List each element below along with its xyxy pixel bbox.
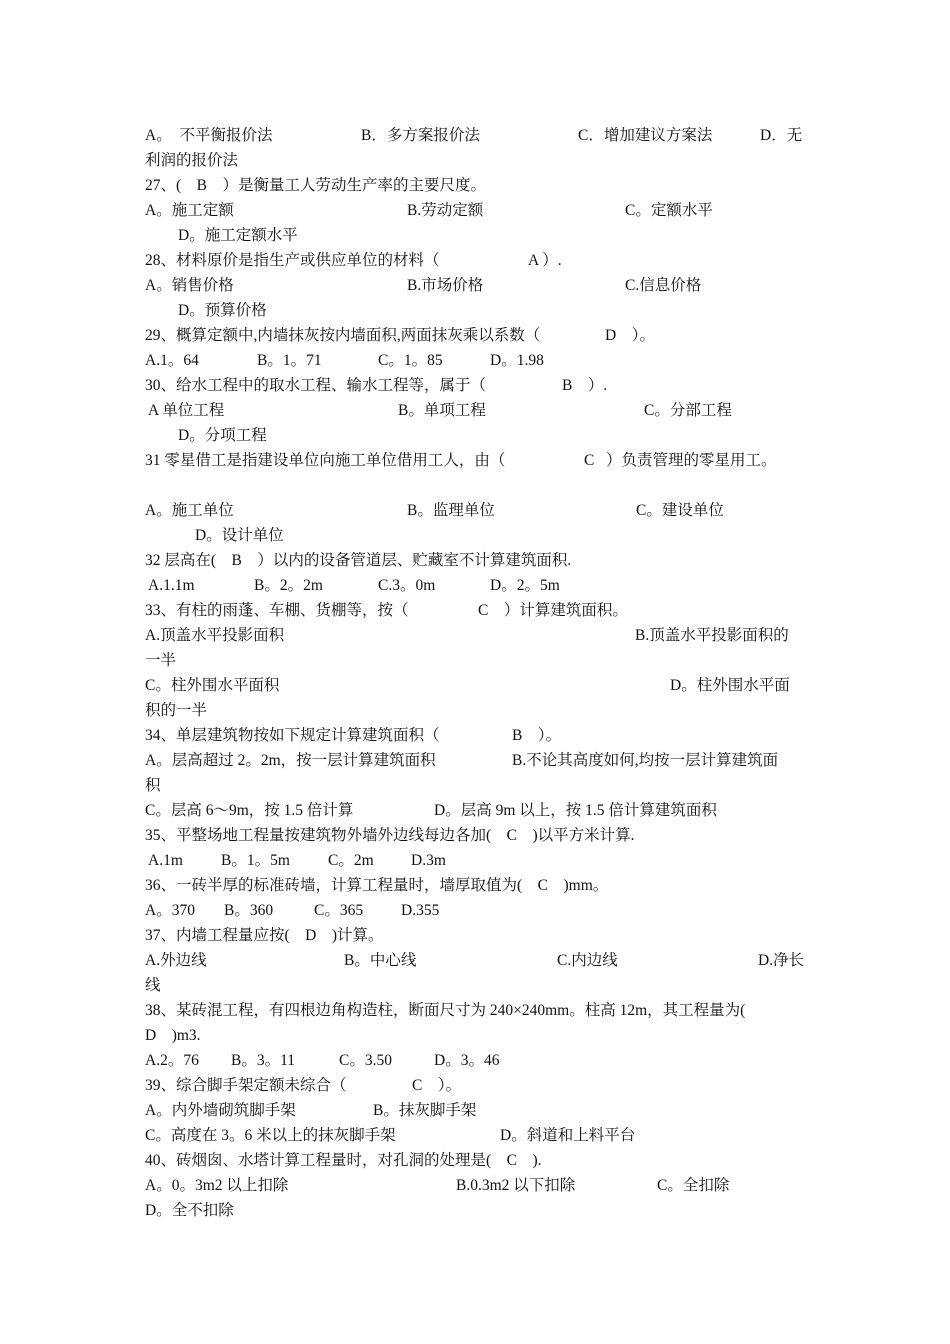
option-c: C。柱外围水平面积 [145,677,280,694]
option-b: B。2。2m [254,577,323,594]
answer: D )m3. [145,1027,201,1044]
option-a: A.1。64 [145,352,199,369]
option-c: C。高度在 3。6 米以上的抹灰脚手架 [145,1127,396,1144]
option-a: A。 不平衡报价法 [145,127,273,144]
option-a: A.1m [148,852,183,869]
option-a: A。内外墙砌筑脚手架 [145,1102,296,1119]
question-text: 39、综合脚手架定额未综合（ [145,1077,347,1094]
option-b: B．多方案报价法 [361,127,480,144]
option-a: A.2。76 [145,1052,199,1069]
option-b: B。中心线 [344,952,417,969]
option-d: D。全不扣除 [145,1202,234,1219]
option-b: B.0.3m2 以下扣除 [456,1177,576,1194]
question-text: 31 零星借工是指建设单位向施工单位借用工人，由（ [145,452,506,469]
option-a: A。销售价格 [145,277,234,294]
option-c: C.内边线 [557,952,618,969]
option-b: B。抹灰脚手架 [373,1102,477,1119]
question-text: 38、某砖混工程，有四根边角构造柱，断面尺寸为 240×240mm。柱高 12m，其工程量为( [145,1002,746,1019]
answer: B ）。 [512,727,562,744]
question-text: 36、一砖半厚的标准砖墙，计算工程量时，墙厚取值为( C )mm。 [145,877,609,894]
option-c: C。1。85 [378,352,443,369]
option-a: A.1.1m [148,577,195,594]
option-b: B。3。11 [231,1052,296,1069]
option-d: D。3。46 [434,1052,500,1069]
question-text: 35、平整场地工程量按建筑物外墙外边线每边各加( C )以平方米计算. [145,827,635,844]
question-text: ）负责管理的零星用工。 [606,452,777,469]
option-b: B。360 [224,902,274,919]
option-c: C。全扣除 [657,1177,730,1194]
option-c: C.信息价格 [625,277,702,294]
option-a: A.外边线 [145,952,207,969]
option-b: B。监理单位 [407,502,495,519]
option-d: D。设计单位 [195,527,284,544]
option-b: B.市场价格 [407,277,484,294]
option-d: D。施工定额水平 [178,227,298,244]
option-d: D.净长 [758,952,805,969]
answer: D ）。 [605,327,655,344]
option-d: D。预算价格 [178,302,267,319]
option-c: C.3。0m [378,577,436,594]
option-c: C。3.50 [339,1052,392,1069]
option-a: A 单位工程 [148,402,225,419]
question-text: 32 层高在( B ）以内的设备管道层、贮藏室不计算建筑面积. [145,552,572,569]
option-b: B。单项工程 [398,402,486,419]
option-d: D。柱外围水平面 [670,677,790,694]
line-text: 积的一半 [145,702,208,719]
option-c: C。建设单位 [636,502,724,519]
answer: B ）. [562,377,608,394]
question-text: 33、有柱的雨蓬、车棚、货棚等，按（ [145,602,409,619]
question-text: 27、( B ）是衡量工人劳动生产率的主要尺度。 [145,177,487,194]
question-text: 34、单层建筑物按如下规定计算建筑面积（ [145,727,440,744]
question-text: 28、材料原价是指生产或供应单位的材料（ [145,252,440,269]
answer: A ）. [528,252,562,269]
option-c: C。分部工程 [644,402,732,419]
option-d: D。层高 9m 以上，按 1.5 倍计算建筑面积 [434,802,717,819]
line-text: 利润的报价法 [145,152,239,169]
option-b: B.顶盖水平投影面积的 [635,627,789,644]
option-c: C。定额水平 [625,202,713,219]
option-d: D.355 [401,902,440,919]
line-text: 线 [145,977,161,994]
option-c: C。2m [328,852,374,869]
option-c: C．增加建议方案法 [578,127,713,144]
option-c: C。365 [314,902,364,919]
option-a: A。层高超过 2。2m，按一层计算建筑面积 [145,752,436,769]
option-d: D.3m [411,852,446,869]
option-a: A。370 [145,902,195,919]
option-a: A。0。3m2 以上扣除 [145,1177,289,1194]
question-text: 37、内墙工程量应按( D )计算。 [145,927,384,944]
option-d: D．无 [760,127,803,144]
answer: C ）。 [412,1077,462,1094]
option-b: B.不论其高度如何,均按一层计算建筑面 [512,752,779,769]
line-text: 积 [145,777,161,794]
option-a: A.顶盖水平投影面积 [145,627,285,644]
option-a: A。施工单位 [145,502,234,519]
answer: C [584,452,595,469]
question-text: 30、给水工程中的取水工程、输水工程等，属于（ [145,377,487,394]
option-d: D。分项工程 [178,427,267,444]
option-b: B.劳动定额 [407,202,484,219]
answer: C ）计算建筑面积。 [478,602,628,619]
option-b: B。1。71 [257,352,322,369]
question-text: 40、砖烟囱、水塔计算工程量时，对孔洞的处理是( C ). [145,1152,542,1169]
option-d: D。斜道和上料平台 [500,1127,636,1144]
option-b: B。1。5m [221,852,290,869]
question-text: 29、概算定额中,内墙抹灰按内墙面积,两面抹灰乘以系数（ [145,327,541,344]
line-text: 一半 [145,652,177,669]
option-c: C。层高 6～9m，按 1.5 倍计算 [145,802,354,819]
option-d: D。1.98 [490,352,544,369]
option-a: A。施工定额 [145,202,234,219]
option-d: D。2。5m [490,577,560,594]
